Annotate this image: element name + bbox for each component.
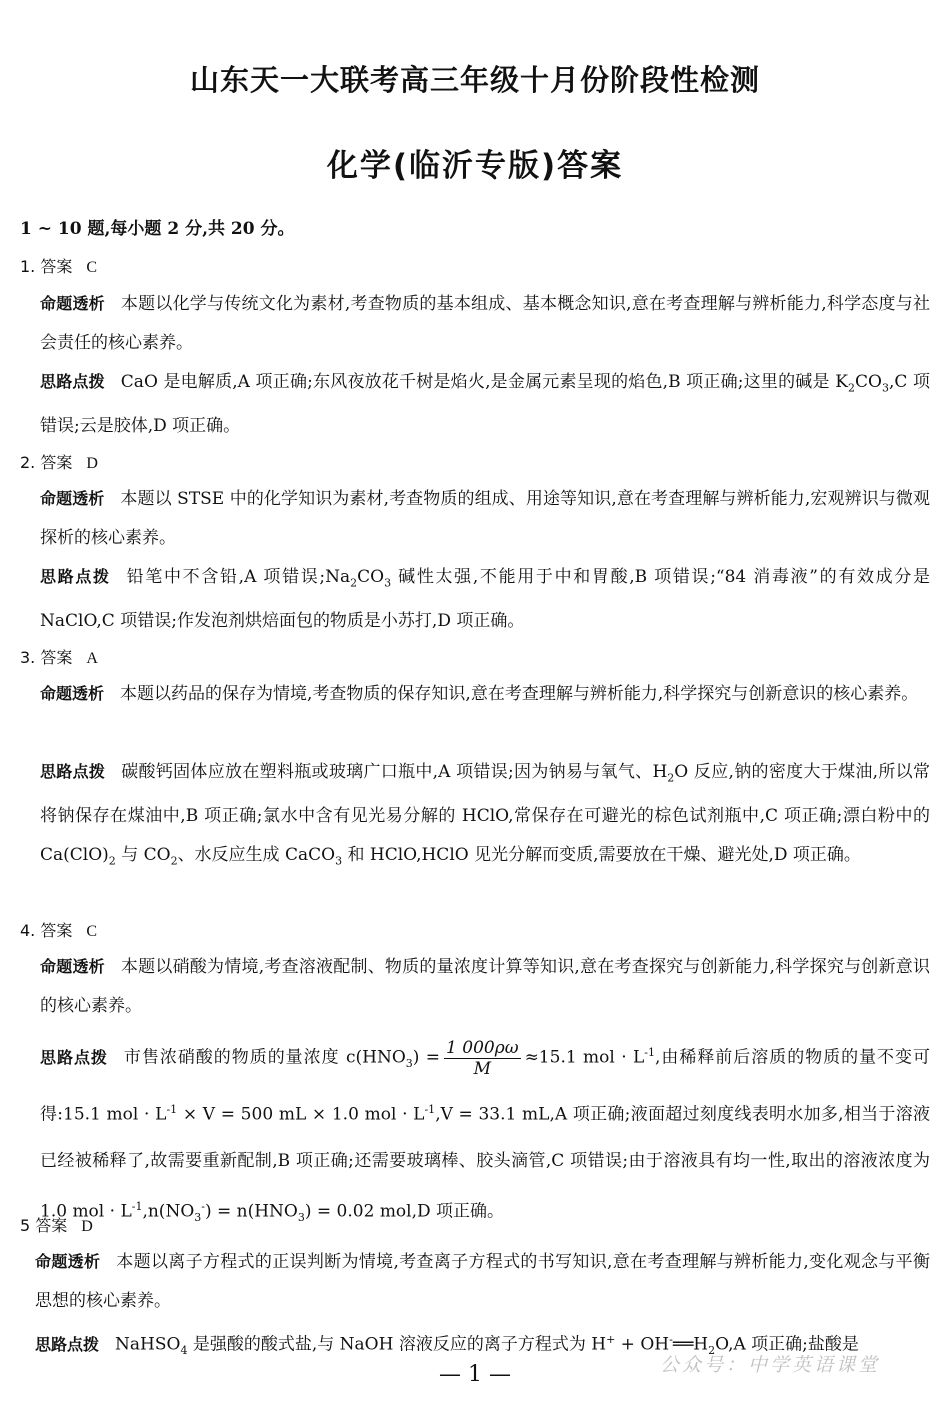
page-number: — 1 —: [439, 1362, 511, 1387]
concentration-fraction: $\frac{1 000\rho\omega}{M}$: [446, 1037, 519, 1079]
question-2-analysis: 命题透析 本题以 STSE 中的化学知识为素材,考查物质的组成、用途等知识,意在考查理解与辨析能力,宏观辨识与微观探析的核心素养。: [40, 489, 930, 548]
score-intro: 1 ~ 10 题,每小题 2 分,共 20 分。: [20, 219, 295, 239]
question-5-header: 5 答案 D: [20, 1216, 93, 1235]
question-4-header: 4. 答案 C: [20, 921, 98, 940]
question-5-hint: 思路点拨 NaHSO$_4$ 是强酸的酸式盐,与 NaOH 溶液反应的离子方程式为 $H^+ + OH^-══H_2O,A$ 项正确;盐酸是: [35, 1333, 859, 1358]
question-3-hint: 思路点拨 碳酸钙固体应放在塑料瓶或玻璃广口瓶中,A 项错误;因为钠易与氧气、$H_2O$ 反应,钠的密度大于煤油,所以常将钠保存在煤油中,B 项正确;氯水中含有见光易分解的 HClO,常保存在可避光的棕色试剂瓶中,C 项正确;漂白粉中的 $Ca(ClO)_2$ 与 $CO_2$、水反应生成 CaCO$_3$ 和 HClO,HClO 见光分解而变质,需要放在干燥、避光处,D 项正确。: [40, 762, 930, 868]
question-1-hint: 思路点拨 CaO 是电解质,A 项正确;东风夜放花千树是焰火,是金属元素呈现的焰色,B 项正确;这里的碱是 $K_2CO_3,C$ 项错误;云是胶体,D 项正确。: [40, 372, 930, 437]
watermark: 公众号：中学英语课堂: [660, 1354, 881, 1376]
question-3-header: 3. 答案 A: [20, 648, 98, 667]
question-1-analysis: 命题透析 本题以化学与传统文化为素材,考查物质的基本组成、基本概念知识,意在考查理解与辨析能力,科学态度与社会责任的核心素养。: [40, 294, 930, 353]
question-2-hint: 思路点拨 铅笔中不含铅,A 项错误$;Na_2CO_3$ 碱性太强,不能用于中和胃酸,B 项错误;“84 消毒液”的有效成分是 NaClO,C 项错误;作发泡剂烘焙面包的物质是小苏打,D 项正确。: [40, 567, 930, 632]
question-4-hint: 思路点拨 市售浓硝酸的物质的量浓度 $c(HNO_3)$ = $\frac{1 000\rho\omega}{M}$ ≈15.1 mol · $L^{-1}$,由稀释前后溶质的物质的量不变可得:15.1 mol · $L^{-1} \times V = 500$ mL × 1.0 mol · $L^{-1},V = 33.1$ mL,A 项正确;液面超过刻度线表明水加多,相当于溶液已经被稀释了,故需要重新配制,B 项正确;还需要玻璃棒、胶头滴管,C 项错误;由于溶液具有均一性,取出的溶液浓度为 1.0 mol · $L^{-1},n(NO_3^-) = n(HNO_3) = 0.02$ mol,D 项正确。: [40, 1037, 931, 1224]
question-2-header: 2. 答案 D: [20, 453, 98, 472]
page-title: 山东天一大联考高三年级十月份阶段性检测: [189, 63, 760, 97]
page-subtitle: 化学(临沂专版)答案: [326, 148, 624, 184]
question-3-analysis: 命题透析 本题以药品的保存为情境,考查物质的保存知识,意在考查理解与辨析能力,科学探究与创新意识的核心素养。: [40, 684, 919, 704]
question-5-analysis: 命题透析 本题以离子方程式的正误判断为情境,考查离子方程式的书写知识,意在考查理解与辨析能力,变化观念与平衡思想的核心素养。: [35, 1252, 930, 1311]
question-4-analysis: 命题透析 本题以硝酸为情境,考查溶液配制、物质的量浓度计算等知识,意在考查探究与创新能力,科学探究与创新意识的核心素养。: [40, 957, 930, 1016]
question-1-header: 1. 答案 C: [20, 257, 98, 276]
